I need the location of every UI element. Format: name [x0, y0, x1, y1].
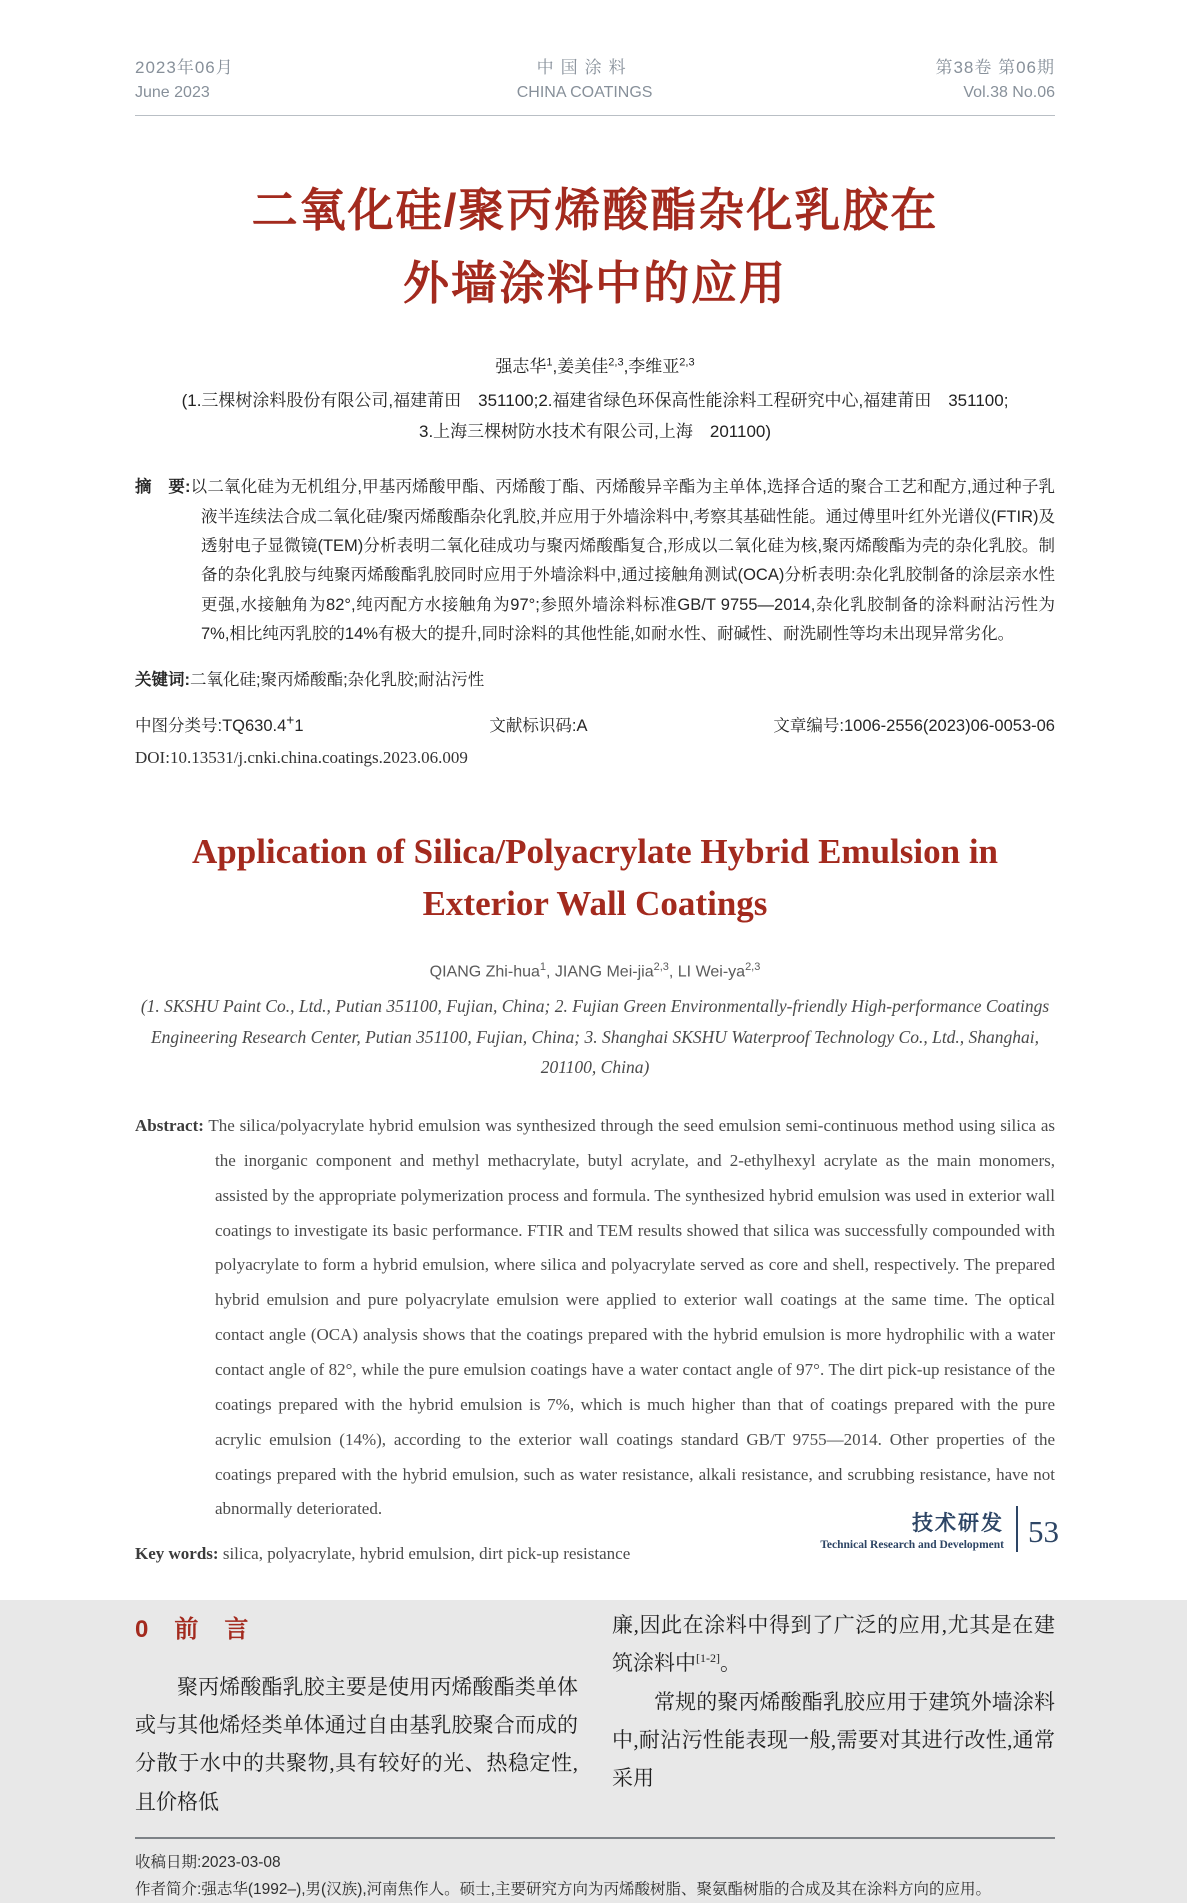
- header-journal-zh: 中国涂料: [536, 58, 633, 77]
- article-title-en-line2: Exterior Wall Coatings: [422, 884, 768, 924]
- author-bio-label: 作者简介:: [135, 1880, 202, 1898]
- author-bio-line: [135, 1876, 1055, 1903]
- column-tag-zh: 技术研发: [912, 1512, 1004, 1535]
- classification-row: [135, 712, 1055, 736]
- keywords-en-text: silica, polyacrylate, hybrid emulsion, dirt pick-up resistance: [222, 1544, 631, 1564]
- author-zh-1: 强志华: [495, 356, 547, 376]
- section-0-title: 前言: [174, 1616, 275, 1644]
- author-en-3-sup: 2,3: [745, 960, 761, 973]
- article-id: 文章编号:1006-2556(2023)06-0053-06: [773, 716, 1055, 735]
- affiliation-zh-line2: 3.上海三棵树防水技术有限公司,上海 201100): [418, 421, 772, 441]
- header-journal-en: CHINA COATINGS: [516, 83, 653, 101]
- clc-tail: 1: [294, 716, 304, 735]
- document-code: 文献标识码:A: [489, 716, 588, 735]
- clc-label: 中图分类号:TQ630.4: [135, 716, 287, 735]
- author-sep-2: ,: [623, 356, 629, 376]
- keywords-zh-label: 关键词:: [135, 671, 190, 690]
- header-issue-zh: 第38卷 第06期: [935, 58, 1055, 77]
- author-zh-3: 李维亚: [628, 356, 680, 376]
- author-zh-3-sup: 2,3: [679, 355, 695, 368]
- body-column-right: [612, 1606, 1055, 1821]
- article-title-zh: [135, 174, 1055, 321]
- clc-sup: +: [286, 712, 295, 728]
- author-bio-text: 强志华(1992–),男(汉族),河南焦作人。硕士,主要研究方向为丙烯酸树脂、聚氨酯树脂的合成及其在涂料方向的应用。: [201, 1880, 991, 1898]
- article-title-zh-line1: 二氧化硅/聚丙烯酸酯杂化乳胶在: [251, 183, 939, 236]
- section-0-heading: [135, 1608, 578, 1652]
- column-tag-en: Technical Research and Development: [820, 1539, 1004, 1551]
- article-title-en-line1: Application of Silica/Polyacrylate Hybrid Emulsion in: [191, 831, 999, 871]
- doi: DOI:10.13531/j.cnki.china.coatings.2023.06.009: [135, 747, 468, 767]
- column-tag: [820, 1507, 1004, 1551]
- abstract-en: [135, 1109, 1055, 1527]
- body-paragraph-1-cont-end: 。: [720, 1651, 741, 1676]
- citation-ref-1-2: [1-2]: [696, 1651, 720, 1666]
- page-number: 53: [1028, 1514, 1059, 1549]
- body-paragraph-1-continued: [612, 1606, 1055, 1682]
- affiliation-zh-line1: (1.三棵树涂料股份有限公司,福建莆田 351100;2.福建省绿色环保高性能涂料工程研究中心,福建莆田 351100;: [181, 390, 1009, 410]
- body-paragraph-1-cont-text: 廉,因此在涂料中得到了广泛的应用,尤其是在建筑涂料中: [612, 1613, 1055, 1676]
- body-paragraph-2: 常规的聚丙烯酸酯乳胶应用于建筑外墙涂料中,耐沾污性能表现一般,需要对其进行改性,通常采用: [612, 1689, 1055, 1791]
- author-zh-2-sup: 2,3: [608, 355, 624, 368]
- header-issue: [935, 55, 1055, 105]
- article-title-zh-line2: 外墙涂料中的应用: [403, 257, 787, 310]
- footnote: [135, 1837, 1055, 1903]
- authors-en: [135, 961, 1055, 981]
- author-en-2-sup: 2,3: [653, 960, 669, 973]
- affiliations-zh: [135, 385, 1055, 448]
- section-0-number: 0: [135, 1616, 149, 1644]
- body-paragraph-1: 聚丙烯酸酯乳胶主要是使用丙烯酸酯类单体或与其他烯烃类单体通过自由基乳胶聚合而成的分散于水中的共聚物,具有较好的光、热稳定性,且价格低: [135, 1674, 578, 1814]
- author-en-1-sup: 1: [539, 960, 547, 973]
- clc-number: [135, 712, 304, 736]
- authors-zh: [135, 352, 1055, 377]
- abstract-zh: [135, 473, 1055, 649]
- keywords-zh-text: 二氧化硅;聚丙烯酸酯;杂化乳胶;耐沾污性: [190, 671, 485, 690]
- author-zh-1-sup: 1: [546, 355, 553, 368]
- body-columns: [135, 1606, 1055, 1821]
- abstract-zh-label: 摘 要:: [135, 478, 191, 497]
- affiliations-en: (1. SKSHU Paint Co., Ltd., Putian 351100, Fujian, China; 2. Fujian Green Environmentally-friendly High-performance Coatings Engineering Research Center, Putian 351100, Fujian, China; 3. Shanghai SKSHU Waterproof Technology Co., Ltd., Shanghai, 201100, China): [140, 996, 1050, 1078]
- received-date-line: [135, 1849, 1055, 1876]
- header-date-zh: 2023年06月: [135, 58, 234, 77]
- author-en-2: JIANG Mei-jia: [554, 963, 654, 981]
- author-sep-1: ,: [552, 356, 558, 376]
- abstract-zh-text: 以二氧化硅为无机组分,甲基丙烯酸甲酯、丙烯酸丁酯、丙烯酸异辛酯为主单体,选择合适的聚合工艺和配方,通过种子乳液半连续法合成二氧化硅/聚丙烯酸酯杂化乳胶,并应用于外墙涂料中,考察其基础性能。通过傅里叶红外光谱仪(FTIR)及透射电子显微镜(TEM)分析表明二氧化硅成功与聚丙烯酸酯复合,形成以二氧化硅为核,聚丙烯酸酯为壳的杂化乳胶。制备的杂化乳胶与纯聚丙烯酸酯乳胶同时应用于外墙涂料中,通过接触角测试(OCA)分析表明:杂化乳胶制备的涂层亲水性更强,水接触角为82°,纯丙配方水接触角为97°;参照外墙涂料标准GB/T 9755—2014,杂化乳胶制备的涂料耐沾污性为7%,相比纯丙乳胶的14%有极大的提升,同时涂料的其他性能,如耐水性、耐碱性、耐洗刷性等均未出现异常劣化。: [190, 478, 1055, 644]
- abstract-en-label: Abstract:: [135, 1116, 204, 1136]
- footer-divider: [1016, 1506, 1018, 1552]
- body-column-left: [135, 1606, 578, 1821]
- author-en-sep-2: ,: [668, 963, 678, 981]
- article-title-en: [135, 826, 1055, 931]
- page-footer-tag: [820, 1506, 1059, 1552]
- header-date: [135, 55, 234, 105]
- header-journal: [517, 55, 653, 105]
- author-en-1: QIANG Zhi-hua: [429, 963, 540, 981]
- author-zh-2: 姜美佳: [557, 356, 609, 376]
- keywords-zh: [135, 666, 1055, 695]
- abstract-en-text: The silica/polyacrylate hybrid emulsion was synthesized through the seed emulsion semi-continuous method using silica as the inorganic component and methyl methacrylate, butyl acrylate, and 2-ethylhexyl acrylate as the main monomers, assisted by the appropriate polymerization process and formula. The synthesized hybrid emulsion was used in exterior wall coatings to investigate its basic performance. FTIR and TEM results showed that silica was successfully compounded with polyacrylate to form a hybrid emulsion, where silica and polyacrylate served as core and shell, respectively. The prepared hybrid emulsion and pure polyacrylate emulsion were applied to exterior wall coatings at the same time. The optical contact angle (OCA) analysis shows that the coatings prepared with the hybrid emulsion is more hydrophilic with a water contact angle of 82°, while the pure emulsion coatings have a water contact angle of 97°. The dirt pick-up resistance of the coatings prepared with the hybrid emulsion is 7%, which is much higher than that of coatings prepared with the pure acrylic emulsion (14%), according to the exterior wall coatings standard GB/T 9755—2014. Other properties of the coatings prepared with the hybrid emulsion, such as water resistance, alkali resistance, and scrubbing resistance, have not abnormally deteriorated.: [208, 1116, 1055, 1519]
- keywords-en-label: Key words:: [135, 1544, 219, 1564]
- header-date-en: June 2023: [135, 83, 210, 101]
- received-date-label: 收稿日期:: [135, 1853, 202, 1871]
- author-en-sep-1: ,: [546, 963, 555, 981]
- journal-header: [135, 55, 1055, 116]
- header-issue-en: Vol.38 No.06: [963, 83, 1055, 101]
- author-en-3: LI Wei-ya: [677, 963, 746, 981]
- received-date-value: 2023-03-08: [201, 1853, 281, 1871]
